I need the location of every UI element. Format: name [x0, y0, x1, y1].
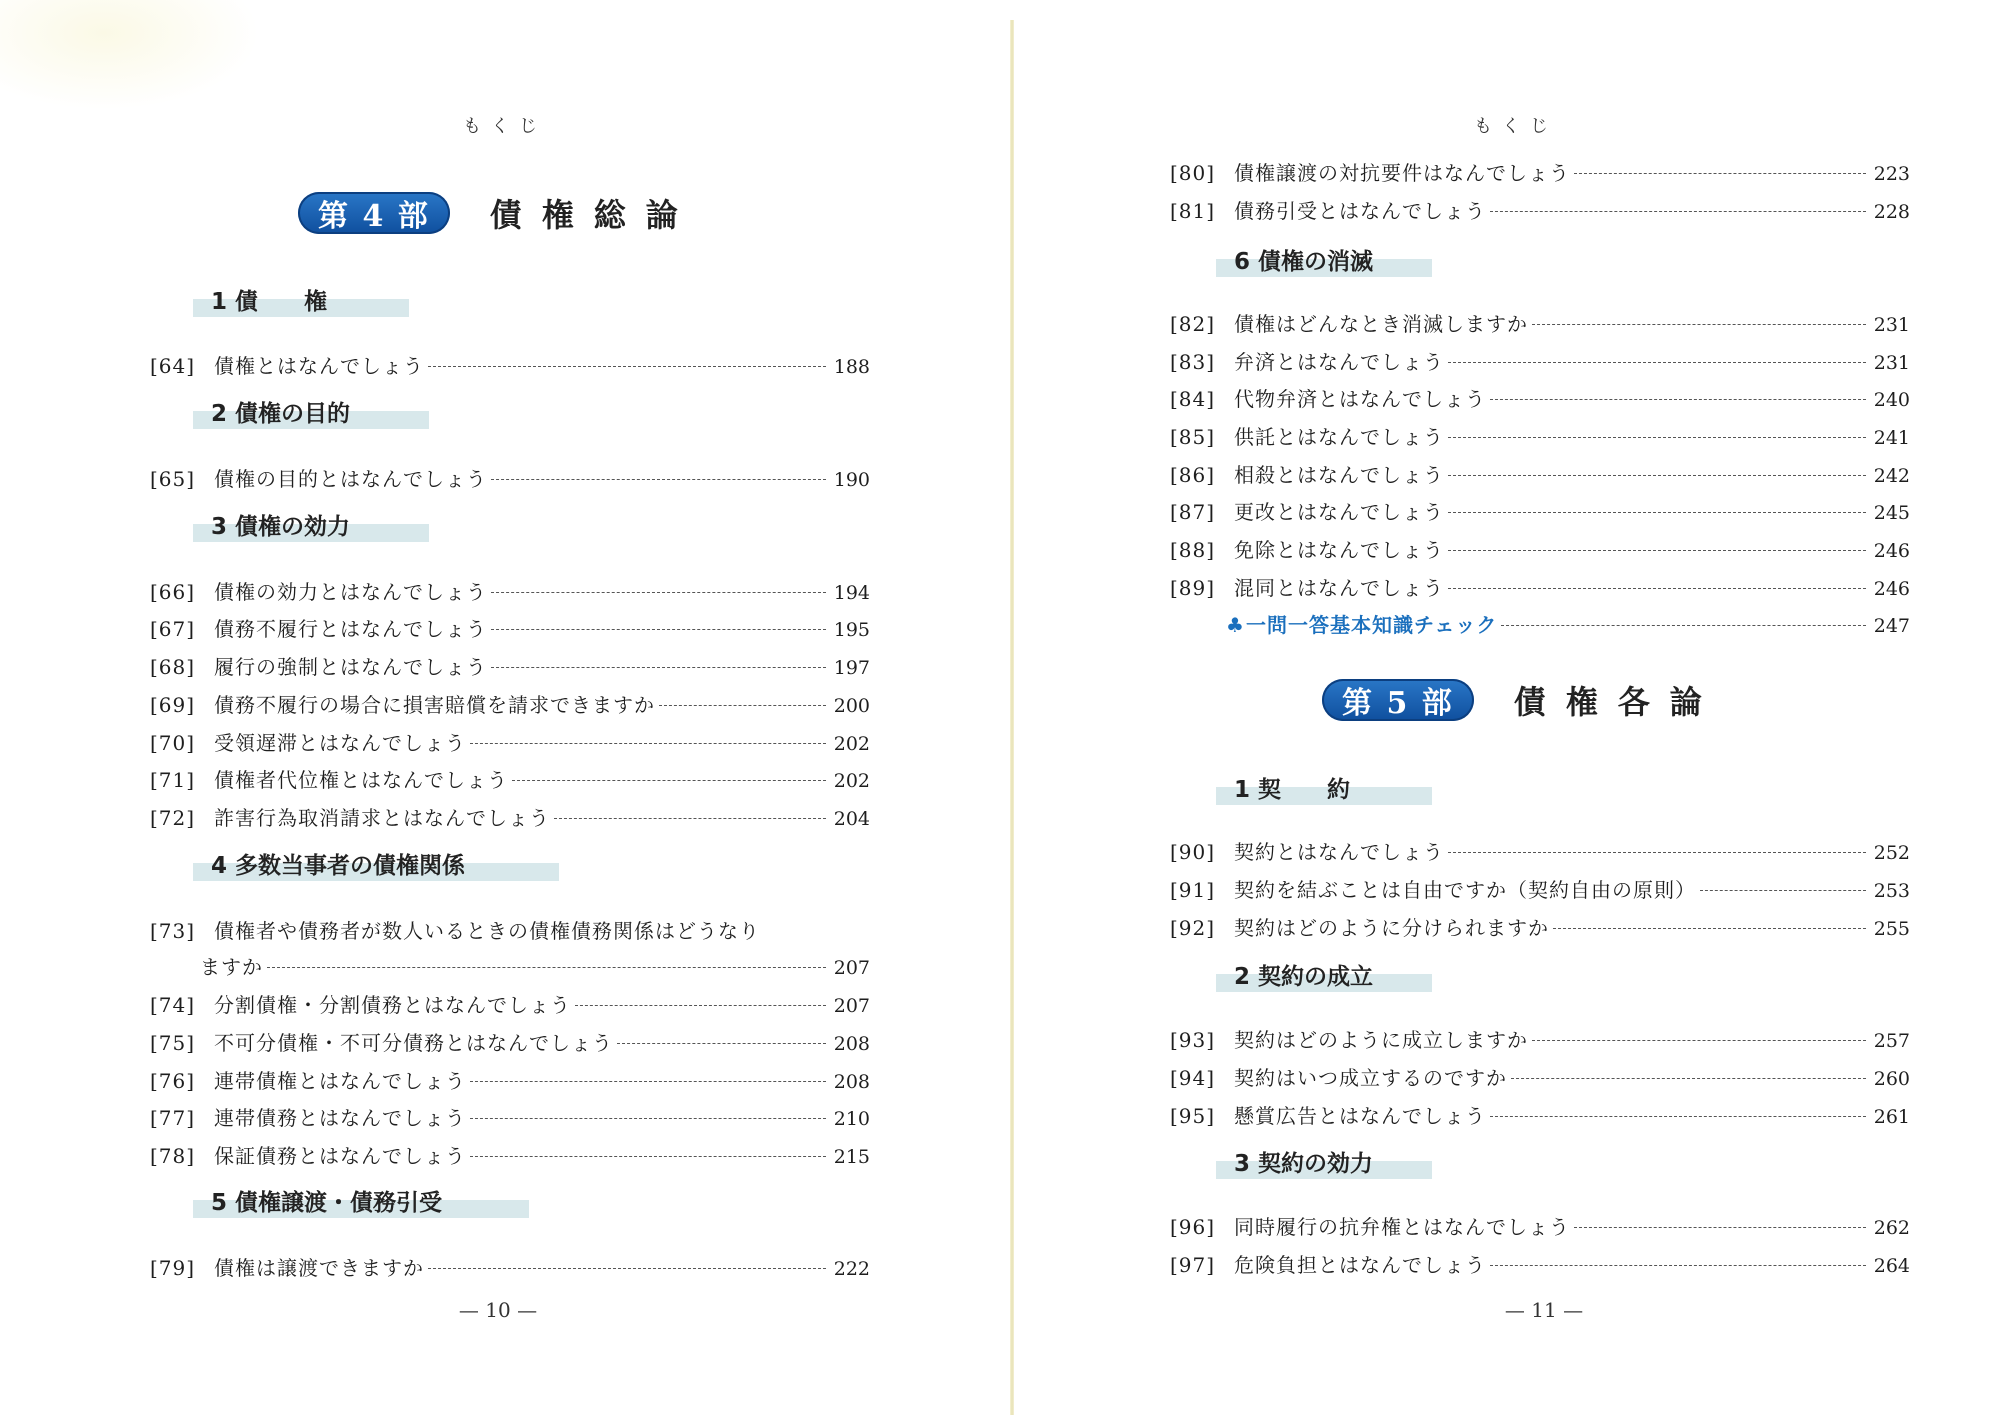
toc-entry[interactable]: [74] 分割債権・分割債務とはなんでしょう 207 — [150, 993, 870, 1017]
running-head: もくじ — [463, 116, 547, 137]
toc-entry[interactable]: [70] 受領遅滞とはなんでしょう 202 — [150, 731, 870, 755]
toc-entry[interactable]: [95] 懸賞広告とはなんでしょう 261 — [1170, 1104, 1910, 1128]
part-badge: 第 4 部 — [298, 192, 450, 234]
toc-entry[interactable]: [79] 債権は譲渡できますか 222 — [150, 1256, 870, 1280]
toc-entry[interactable]: [88] 免除とはなんでしょう 246 — [1170, 538, 1910, 562]
part-title: 債権各論 — [1513, 683, 1722, 721]
toc-entry[interactable]: [82] 債権はどんなとき消滅しますか 231 — [1170, 312, 1910, 336]
part-heading — [298, 190, 698, 236]
toc-entry-continuation[interactable]: ますか 207 — [200, 955, 870, 979]
section-heading: 6 債権の消滅 — [1216, 247, 1432, 277]
section-heading: 4 多数当事者の債権関係 — [193, 851, 559, 881]
toc-entry[interactable]: [96] 同時履行の抗弁権とはなんでしょう 262 — [1170, 1215, 1910, 1239]
toc-entry[interactable]: [64] 債権とはなんでしょう 188 — [150, 354, 870, 378]
section-heading: 1 債 権 — [193, 287, 409, 317]
toc-entry[interactable]: [73] 債権者や債務者が数人いるときの債権債務関係はどうなり — [150, 919, 760, 943]
toc-entry[interactable]: [72] 詐害行為取消請求とはなんでしょう 204 — [150, 806, 870, 830]
toc-entry[interactable]: [76] 連帯債権とはなんでしょう 208 — [150, 1069, 870, 1093]
toc-entry[interactable]: [97] 危険負担とはなんでしょう 264 — [1170, 1253, 1910, 1277]
toc-entry[interactable]: [94] 契約はいつ成立するのですか 260 — [1170, 1066, 1910, 1090]
toc-entry[interactable]: [65] 債権の目的とはなんでしょう 190 — [150, 467, 870, 491]
toc-entry[interactable]: [81] 債務引受とはなんでしょう 228 — [1170, 199, 1910, 223]
section-heading: 2 契約の成立 — [1216, 962, 1432, 992]
toc-entry[interactable]: [77] 連帯債務とはなんでしょう 210 — [150, 1106, 870, 1130]
toc-entry[interactable]: [67] 債務不履行とはなんでしょう 195 — [150, 617, 870, 641]
book-gutter — [1010, 20, 1014, 1415]
quiz-check-entry[interactable]: ♣ 一問一答基本知識チェック 247 — [1226, 608, 1910, 642]
section-heading: 2 債権の目的 — [193, 399, 429, 429]
toc-entry[interactable]: [84] 代物弁済とはなんでしょう 240 — [1170, 387, 1910, 411]
part-badge: 第 5 部 — [1322, 679, 1474, 721]
toc-entry[interactable]: [90] 契約とはなんでしょう 252 — [1170, 840, 1910, 864]
toc-entry[interactable]: [92] 契約はどのように分けられますか 255 — [1170, 916, 1910, 940]
toc-entry[interactable]: [66] 債権の効力とはなんでしょう 194 — [150, 580, 870, 604]
toc-entry[interactable]: [87] 更改とはなんでしょう 245 — [1170, 500, 1910, 524]
section-heading: 3 契約の効力 — [1216, 1149, 1432, 1179]
toc-entry[interactable]: [93] 契約はどのように成立しますか 257 — [1170, 1028, 1910, 1052]
section-heading: 5 債権譲渡・債務引受 — [193, 1188, 529, 1218]
toc-entry[interactable]: [78] 保証債務とはなんでしょう 215 — [150, 1144, 870, 1168]
right-page — [1016, 0, 2000, 1415]
toc-entry[interactable]: [89] 混同とはなんでしょう 246 — [1170, 576, 1910, 600]
section-heading: 1 契 約 — [1216, 775, 1432, 805]
page-number: — 11 — — [1504, 1298, 1584, 1322]
toc-entry[interactable]: [71] 債権者代位権とはなんでしょう 202 — [150, 768, 870, 792]
part-heading — [1322, 677, 1722, 723]
club-icon: ♣ — [1226, 613, 1245, 637]
running-head: もくじ — [1474, 116, 1558, 137]
toc-entry[interactable]: [83] 弁済とはなんでしょう 231 — [1170, 350, 1910, 374]
section-heading: 3 債権の効力 — [193, 512, 429, 542]
toc-entry[interactable]: [85] 供託とはなんでしょう 241 — [1170, 425, 1910, 449]
toc-entry[interactable]: [69] 債務不履行の場合に損害賠償を請求できますか 200 — [150, 693, 870, 717]
toc-entry[interactable]: [68] 履行の強制とはなんでしょう 197 — [150, 655, 870, 679]
toc-entry[interactable]: [75] 不可分債権・不可分債務とはなんでしょう 208 — [150, 1031, 870, 1055]
toc-entry[interactable]: [80] 債権譲渡の対抗要件はなんでしょう 223 — [1170, 161, 1910, 185]
page-number: — 10 — — [458, 1298, 538, 1322]
toc-entry[interactable]: [91] 契約を結ぶことは自由ですか（契約自由の原則） 253 — [1170, 878, 1910, 902]
part-title: 債権総論 — [489, 196, 698, 234]
toc-entry[interactable]: [86] 相殺とはなんでしょう 242 — [1170, 463, 1910, 487]
